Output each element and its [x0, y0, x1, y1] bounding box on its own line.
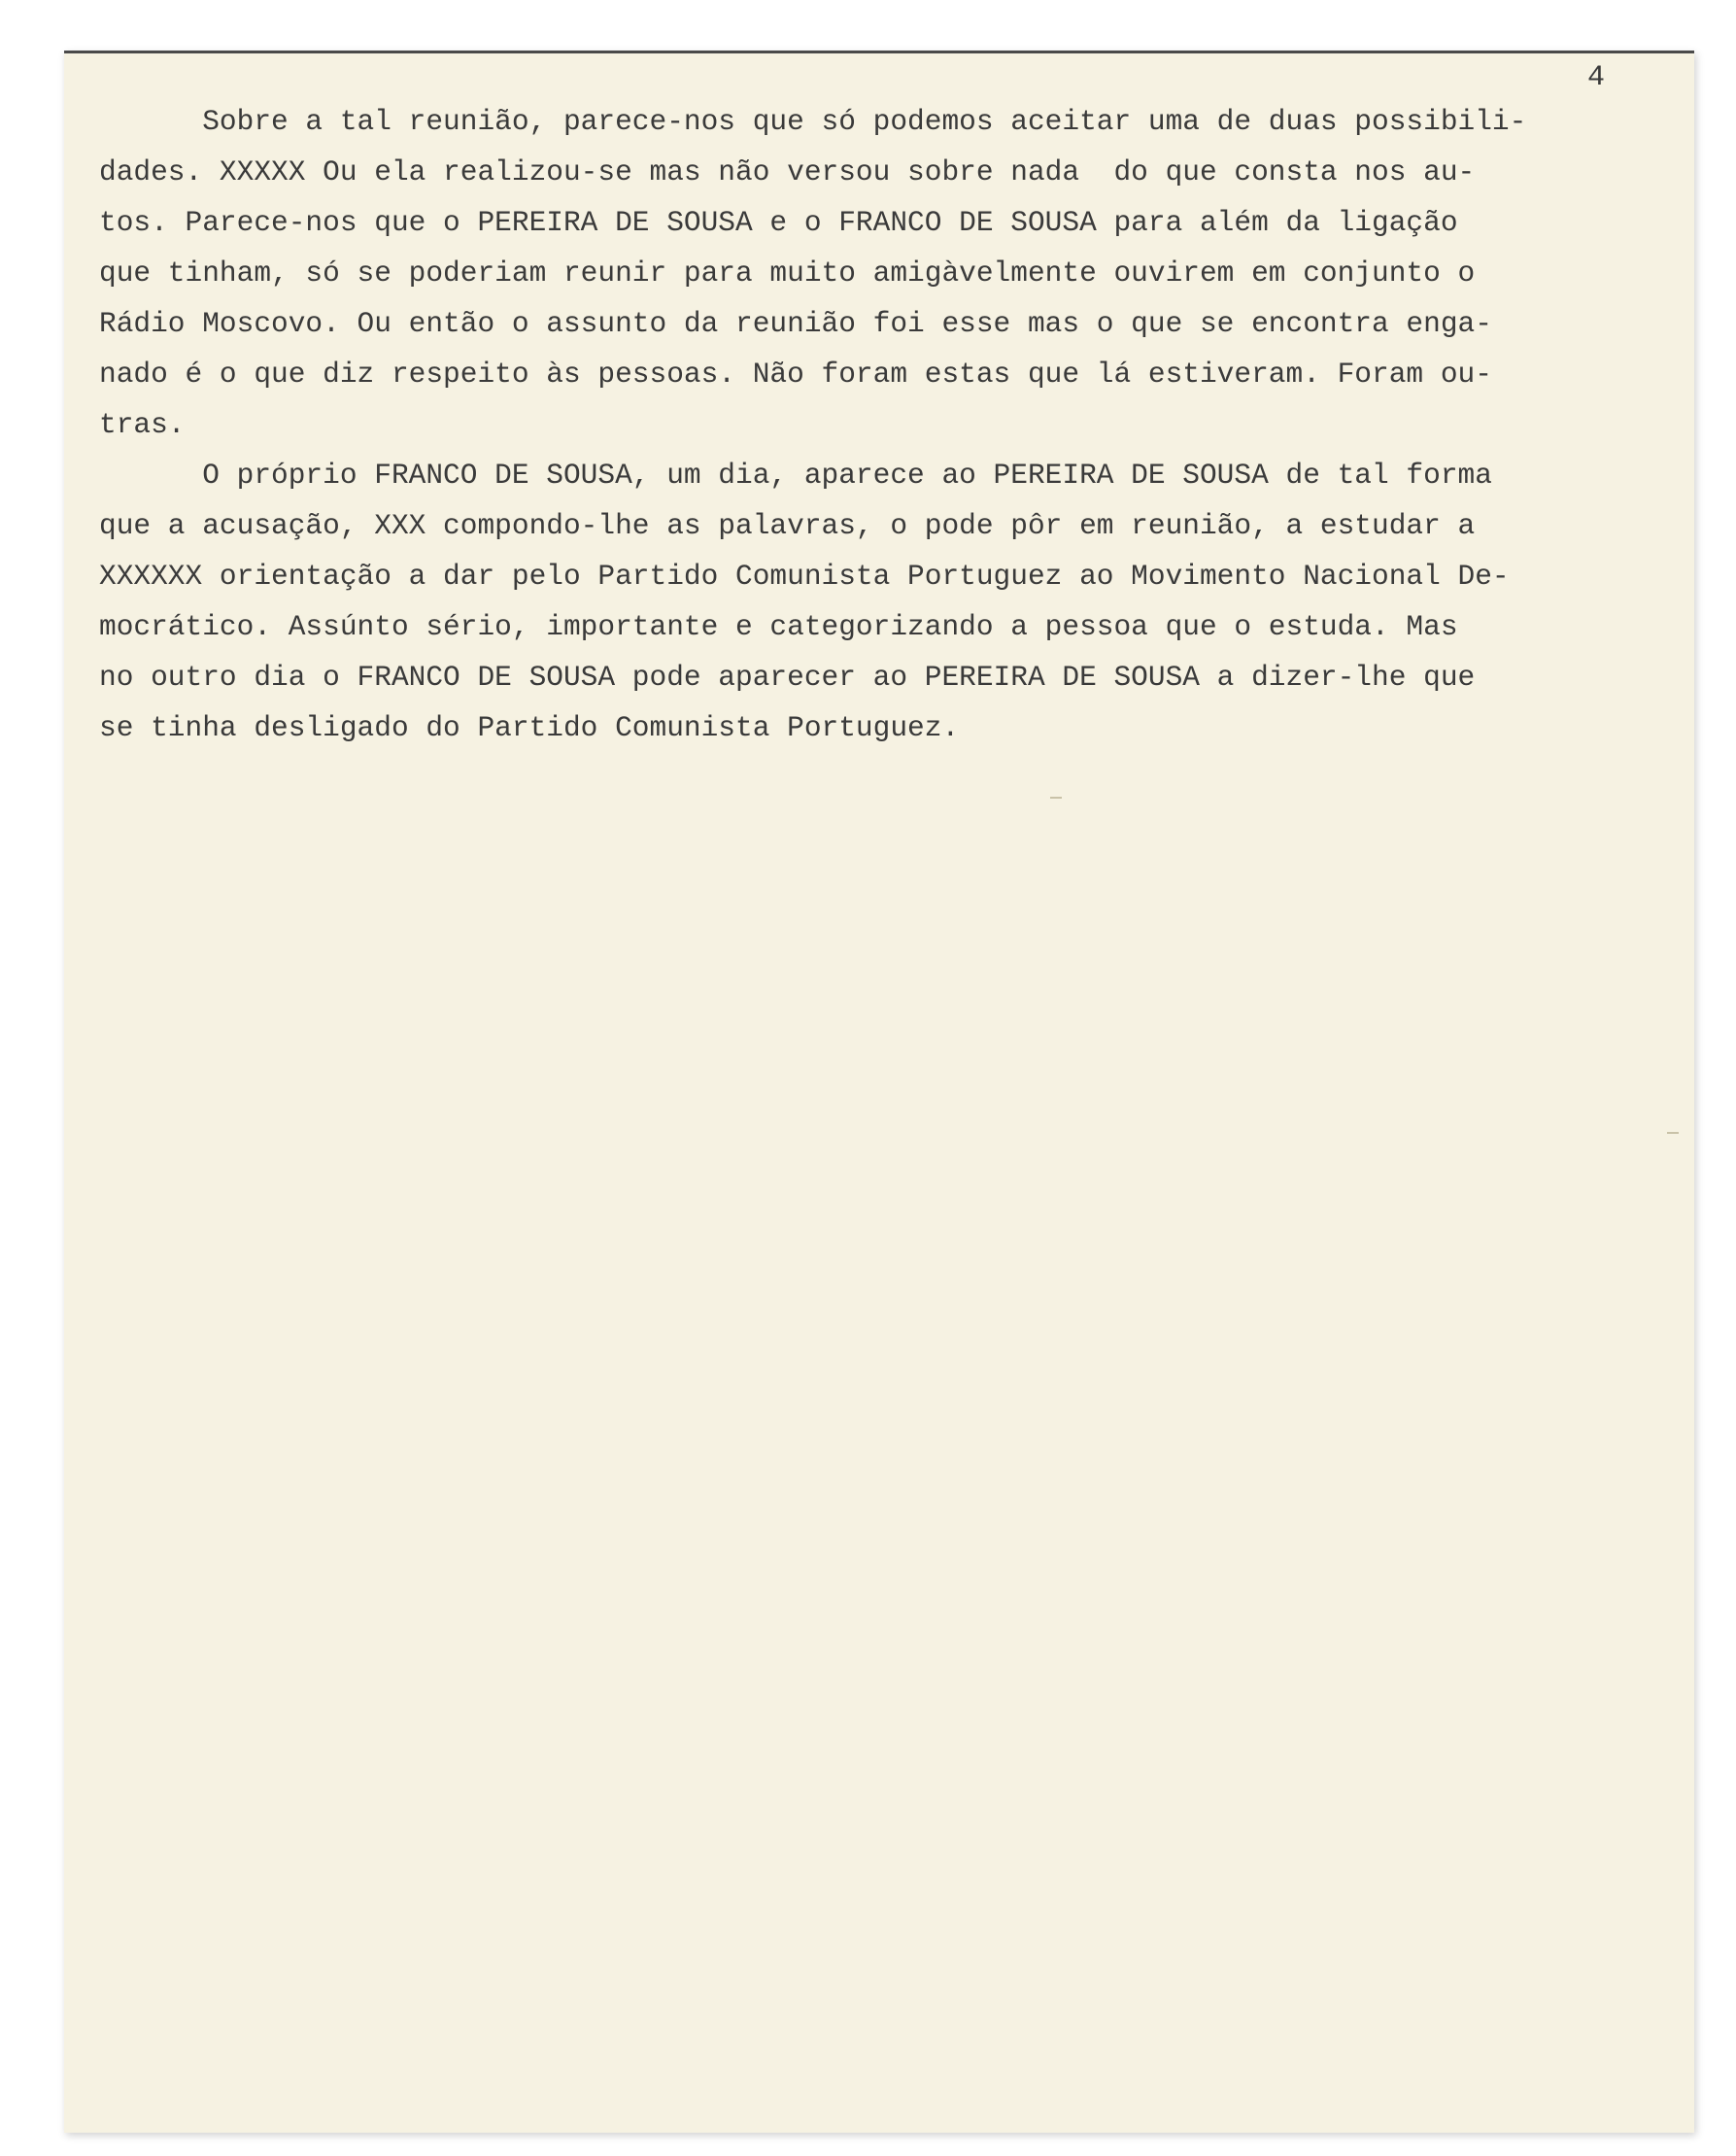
paper-speck [1667, 1132, 1679, 1134]
paragraph-2 [99, 450, 1653, 753]
text-line: que tinham, só se poderiam reunir para muito amigàvelmente ouvirem em conjunto o [99, 257, 1476, 290]
paper-sheet [64, 51, 1694, 2133]
text-line: Sobre a tal reunião, parece-nos que só podemos aceitar uma de duas possibili- [99, 105, 1527, 138]
text-line: XXXXXX orientação a dar pelo Partido Comunista Portuguez ao Movimento Nacional De- [99, 560, 1510, 593]
text-line: O próprio FRANCO DE SOUSA, um dia, aparece ao PEREIRA DE SOUSA de tal forma [99, 459, 1492, 492]
text-line: no outro dia o FRANCO DE SOUSA pode aparecer ao PEREIRA DE SOUSA a dizer-lhe que [99, 661, 1476, 694]
page-number: 4 [1586, 61, 1605, 94]
text-line: Rádio Moscovo. Ou então o assunto da reunião foi esse mas o que se encontra enga- [99, 307, 1492, 340]
text-line: tos. Parece-nos que o PEREIRA DE SOUSA e o FRANCO DE SOUSA para além da ligação [99, 206, 1458, 239]
paragraph-1 [99, 96, 1653, 450]
text-line: se tinha desligado do Partido Comunista Portuguez. [99, 711, 960, 744]
text-line: tras. [99, 408, 186, 441]
text-line: mocrático. Assúnto sério, importante e categorizando a pessoa que o estuda. Mas [99, 610, 1458, 643]
typed-text-body [99, 96, 1653, 753]
text-line: nado é o que diz respeito às pessoas. Não foram estas que lá estiveram. Foram ou- [99, 358, 1492, 391]
paper-speck [1050, 797, 1062, 799]
text-line: dades. XXXXX Ou ela realizou-se mas não versou sobre nada do que consta nos au- [99, 155, 1476, 188]
text-line: que a acusação, XXX compondo-lhe as palavras, o pode pôr em reunião, a estudar a [99, 509, 1476, 542]
